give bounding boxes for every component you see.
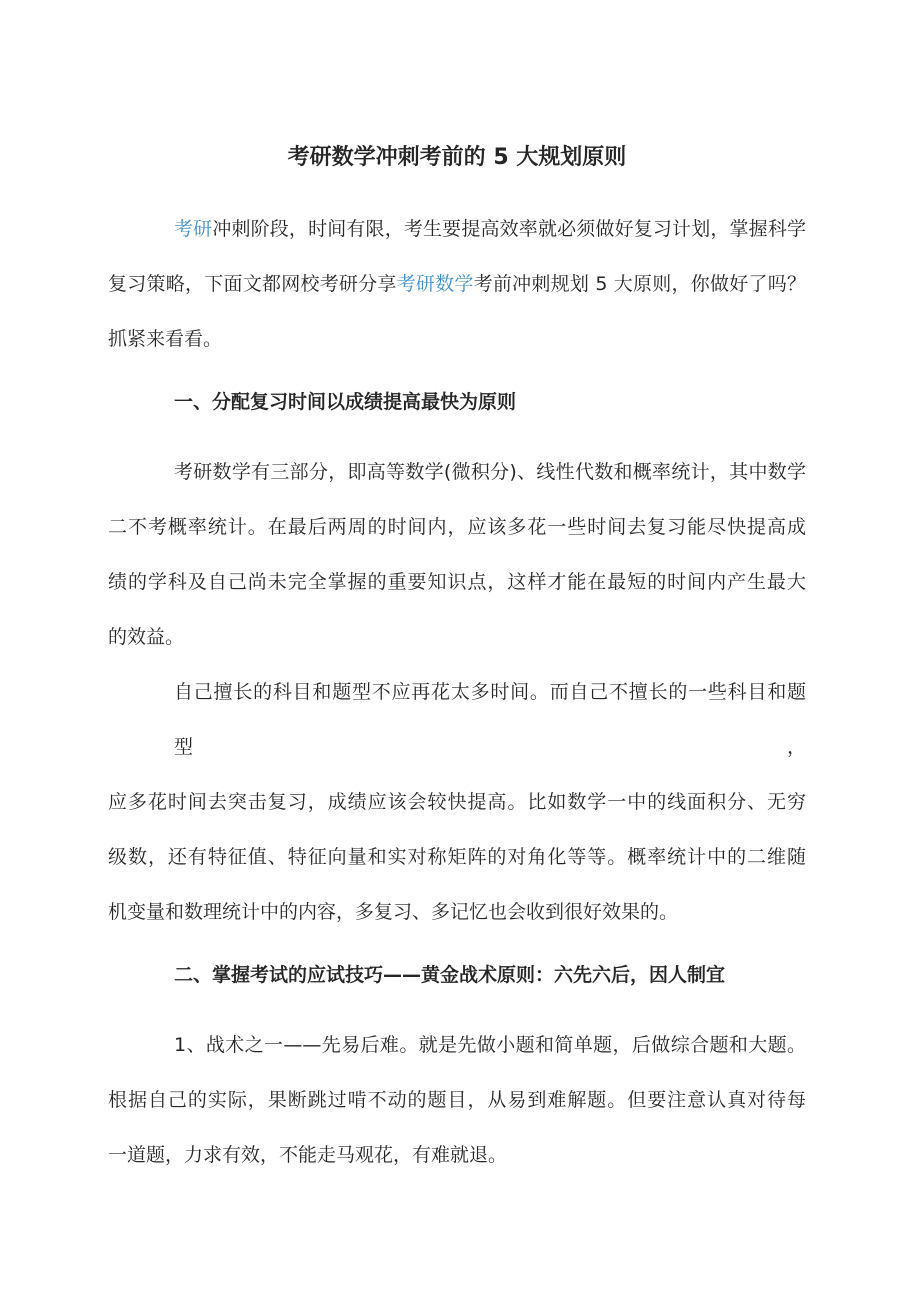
text-line: [108, 885, 806, 940]
text-segment: 抓紧来看看。: [108, 328, 223, 350]
paragraph: [108, 1018, 806, 1183]
text-line: [108, 202, 806, 257]
text-line: [108, 610, 806, 665]
text-line: [108, 1018, 806, 1073]
paragraph: [108, 665, 806, 940]
text-segment: 级数，还有特征值、特征向量和实对称矩阵的对角化等等。概率统计中的二维随: [108, 846, 806, 868]
inline-link[interactable]: 考研: [174, 218, 213, 240]
text-line: [108, 257, 806, 312]
text-segment: 应多花时间去突击复习，成绩应该会较快提高。比如数学一中的线面积分、无穷: [108, 791, 806, 813]
text-segment: 根据自己的实际，果断跳过啃不动的题目，从易到难解题。但要注意认真对待每: [108, 1089, 806, 1111]
text-segment: 二、掌握考试的应试技巧——黄金战术原则：六先六后，因人制宜: [174, 964, 726, 986]
paragraph: [108, 202, 806, 367]
text-segment: 一、分配复习时间以成绩提高最快为原则: [174, 391, 517, 413]
text-line: [108, 1073, 806, 1128]
text-line: [108, 830, 806, 885]
text-line: [108, 555, 806, 610]
text-segment: 复习策略，下面文都网校考研分享: [108, 273, 397, 295]
text-segment: 考研数学有三部分，即高等数学(微积分)、线性代数和概率统计，其中数学: [174, 461, 806, 483]
section-heading: [108, 948, 806, 1003]
inline-link[interactable]: 考研数学: [396, 273, 474, 295]
text-segment: 一道题，力求有效，不能走马观花，有难就退。: [108, 1144, 508, 1166]
text-segment: 冲刺阶段，时间有限，考生要提高效率就必须做好复习计划，掌握科学: [212, 218, 806, 240]
text-segment: 自己擅长的科目和题型不应再花太多时间。而自己不擅长的一些科目和题型，: [174, 681, 806, 758]
section-heading: [108, 375, 806, 430]
text-line: [108, 775, 806, 830]
text-line: [108, 665, 806, 775]
paragraph: [108, 445, 806, 665]
text-line: [108, 1128, 806, 1183]
document-title: 考研数学冲刺考前的 5 大规划原则: [287, 145, 627, 170]
text-line: [108, 500, 806, 555]
text-segment: 1、战术之一——先易后难。就是先做小题和简单题，后做综合题和大题。: [174, 1034, 806, 1056]
text-segment: 二不考概率统计。在最后两周的时间内，应该多花一些时间去复习能尽快提高成: [108, 516, 806, 538]
text-line: [108, 312, 806, 367]
text-line: [108, 948, 806, 1003]
text-segment: 的效益。: [108, 626, 185, 648]
text-line: [108, 445, 806, 500]
text-segment: 绩的学科及自己尚未完全掌握的重要知识点，这样才能在最短的时间内产生最大: [108, 571, 806, 593]
text-line: [108, 375, 806, 430]
text-segment: 考前冲刺规划 5 大原则，你做好了吗？: [473, 273, 806, 295]
text-segment: 机变量和数理统计中的内容，多复习、多记忆也会收到很好效果的。: [108, 901, 679, 923]
document-body: [108, 202, 806, 1183]
